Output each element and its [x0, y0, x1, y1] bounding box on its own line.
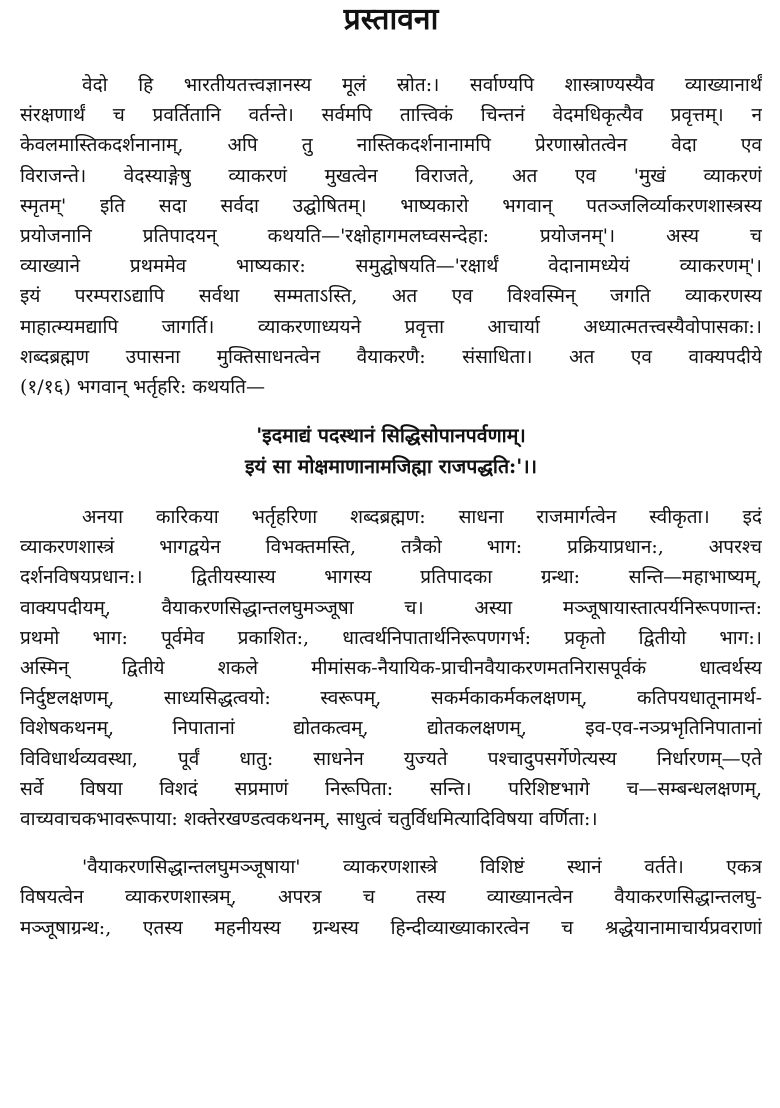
text-line: व्याकरणशास्त्रं भागद्वयेन विभक्तमस्ति, तत्रैको भाग: प्रक्रियाप्रधान:, अपरश्च	[20, 536, 762, 559]
text-line: वाक्यपदीयम्, वैयाकरणसिद्धान्तलघुमञ्जूषा च। अस्या मञ्जूषायास्तात्पर्यनिरूपणान्त:	[20, 596, 762, 619]
text-line: वेदो हि भारतीयतत्त्वज्ञानस्य मूलं स्रोत:। सर्वाण्यपि शास्त्राण्यस्यैव व्याख्यानार्थं	[82, 74, 762, 96]
paragraph-1	[20, 70, 762, 402]
text-line: सर्वे विषया विशदं सप्रमाणं निरूपिता: सन्ति। परिशिष्टभागे च—सम्बन्धलक्षणम्,	[20, 777, 762, 800]
text-line: विराजन्ते। वेदस्याङ्गेषु व्याकरणं मुखत्वेन विराजते, अत एव 'मुखं व्याकरणं	[20, 164, 762, 187]
paragraph-3	[20, 852, 762, 943]
text-line: विषयत्वेन व्याकरणशास्त्रम्, अपरत्र च तस्य व्याख्यानत्वेन वैयाकरणसिद्धान्तलघु-	[20, 886, 762, 909]
page-title: प्रस्तावना	[343, 2, 439, 37]
verse-quote	[20, 420, 762, 482]
text-line: केवलमास्तिकदर्शनानाम्, अपि तु नास्तिकदर्शनानामपि प्रेरणास्रोतत्वेन वेदा एव	[20, 134, 762, 157]
text-line: माहात्म्यमद्यापि जागर्ति। व्याकरणाध्ययने प्रवृत्ता आचार्या अध्यात्मतत्त्वस्यैवोपासका:।	[20, 315, 762, 338]
paragraph-2	[20, 502, 762, 834]
text-line: स्मृतम्' इति सदा सर्वदा उद्घोषितम्। भाष्यकारो भगवान् पतञ्जलिर्व्याकरणशास्त्रस्य	[20, 194, 762, 217]
text-line: निर्दुष्टलक्षणम्, साध्यसिद्धत्वयो: स्वरूपम्, सकर्मकाकर्मकलक्षणम्, कतिपयधातूनामर्थ-	[20, 687, 762, 710]
text-line: प्रथमो भाग: पूर्वमेव प्रकाशित:, धात्वर्थनिपातार्थनिरूपणगर्भ: प्रकृतो द्वितीयो भाग:।	[20, 626, 762, 649]
text-line: विशेषकथनम्, निपातानां द्योतकत्वम्, द्योतकलक्षणम्, इव-एव-नञ्प्रभृतिनिपातानां	[20, 717, 762, 740]
text-line: मञ्जूषाग्रन्थ:, एतस्य महनीयस्य ग्रन्थस्य हिन्दीव्याख्याकारत्वेन च श्रद्धेयानामाचार्यप्रवराणां	[20, 916, 762, 939]
text-line: संरक्षणार्थं च प्रवर्तितानि वर्तन्ते। सर्वमपि तात्त्विकं चिन्तनं वेदमधिकृत्यैव प्रवृत्तम्। न	[20, 104, 762, 127]
text-line: वाच्यवाचकभावरूपाया: शक्तेरखण्डत्वकथनम्, साधुत्वं चतुर्विधमित्यादिविषया वर्णिता:।	[20, 807, 598, 830]
text-line: 'वैयाकरणसिद्धान्तलघुमञ्जूषाया' व्याकरणशास्त्रे विशिष्टं स्थानं वर्तते। एकत्र	[82, 856, 762, 879]
text-line: इयं परम्पराऽद्यापि सर्वथा सम्मताऽस्ति, अत एव विश्वस्मिन् जगति व्याकरणस्य	[20, 285, 762, 308]
text-line: (१/१६) भगवान् भर्तृहरि: कथयति—	[20, 375, 265, 398]
verse-line: 'इदमाद्यं पदस्थानं सिद्धिसोपानपर्वणाम्।	[256, 424, 526, 448]
text-line: अस्मिन् द्वितीये शकले मीमांसक-नैयायिक-प्राचीनवैयाकरणमतनिरासपूर्वकं धात्वर्थस्य	[20, 657, 762, 679]
text-line: विविधार्थव्यवस्था, पूर्वं धातु: साधनेन युज्यते पश्चादुपसर्गेणेत्यस्य निर्धारणम्—एते	[20, 747, 762, 770]
text-line: शब्दब्रह्मण उपासना मुक्तिसाधनत्वेन वैयाकरणै: संसाधिता। अत एव वाक्यपदीये	[20, 345, 762, 368]
text-line: व्याख्याने प्रथममेव भाष्यकार: समुद्घोषयति—'रक्षार्थं वेदानामध्येयं व्याकरणम्'।	[20, 255, 762, 278]
text-line: अनया कारिकया भर्तृहरिणा शब्दब्रह्मण: साधना राजमार्गत्वेन स्वीकृता। इदं	[82, 506, 762, 529]
text-line: प्रयोजनानि प्रतिपादयन् कथयति—'रक्षोहागमलघ्वसन्देहा: प्रयोजनम्'। अस्य च	[20, 224, 762, 247]
verse-line: इयं सा मोक्षमाणानामजिह्मा राजपद्धति:'।।	[244, 455, 538, 479]
text-line: दर्शनविषयप्रधान:। द्वितीयस्यास्य भागस्य प्रतिपादका ग्रन्था: सन्ति—महाभाष्यम्,	[20, 566, 762, 589]
